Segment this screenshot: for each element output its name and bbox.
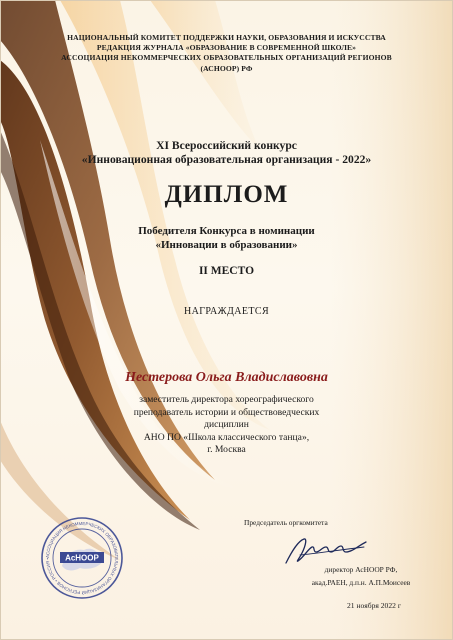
place-award: II МЕСТО <box>198 265 255 277</box>
chair-label: Председатель оргкомитета <box>244 518 328 527</box>
diploma-title: ДИПЛОМ <box>164 181 289 208</box>
header-line-3: АССОЦИАЦИЯ НЕКОММЕРЧЕСКИХ ОБРАЗОВАТЕЛЬНЫХ ОРГАНИЗАЦИЙ РЕГИОНОВ <box>61 53 392 63</box>
position-line-5: г. Москва <box>207 444 246 456</box>
contest-line-1: XI Всероссийский конкурс <box>156 139 297 152</box>
position-line-1: заместитель директора хореографического <box>139 394 314 405</box>
recipient-position <box>0 394 453 457</box>
awarded-label: НАГРАЖДАЕТСЯ <box>183 306 270 317</box>
position-line-2: преподаватель истории и обществоведческих <box>133 406 320 418</box>
recipient-name: Нестерова Ольга Владиславовна <box>125 370 328 385</box>
seal-ring-text: АССОЦИАЦИЯ НЕКОММЕРЧЕСКИХ ОБРАЗОВАТЕЛЬНЫХ ОРГАНИЗАЦИЙ РЕГИОНОВ • РОССИЯ • <box>44 520 120 596</box>
winner-line-2: «Инновации в образовании» <box>155 238 298 251</box>
seal-logo-text: АсНООР <box>65 553 99 563</box>
winner-nomination <box>0 225 453 252</box>
handwritten-signature <box>282 533 372 567</box>
position-line-4: АНО ПО «Школа классического танца», <box>143 431 310 443</box>
signer-info <box>286 564 436 589</box>
issue-date: 21 ноября 2022 г <box>347 601 401 610</box>
header-line-2: РЕДАКЦИЯ ЖУРНАЛА «ОБРАЗОВАНИЕ В СОВРЕМЕННОЙ ШКОЛЕ» <box>96 43 357 53</box>
contest-title <box>0 139 453 167</box>
winner-line-1: Победителя Конкурса в номинации <box>138 225 315 237</box>
asnoor-seal <box>40 516 124 600</box>
position-line-3: дисциплин <box>204 419 249 431</box>
organizers-header <box>0 33 453 74</box>
header-line-1: НАЦИОНАЛЬНЫЙ КОМИТЕТ ПОДДЕРЖКИ НАУКИ, ОБРАЗОВАНИЯ И ИСКУССТВА <box>67 33 386 42</box>
signer-line-2: акад.РАЕН, д.п.н. А.П.Моисеев <box>311 577 411 587</box>
header-line-4: (АСНООР) РФ <box>200 63 253 73</box>
signer-line-1: директор АсНООР РФ, <box>324 565 398 574</box>
contest-line-2: «Инновационная образовательная организация - 2022» <box>81 153 372 166</box>
